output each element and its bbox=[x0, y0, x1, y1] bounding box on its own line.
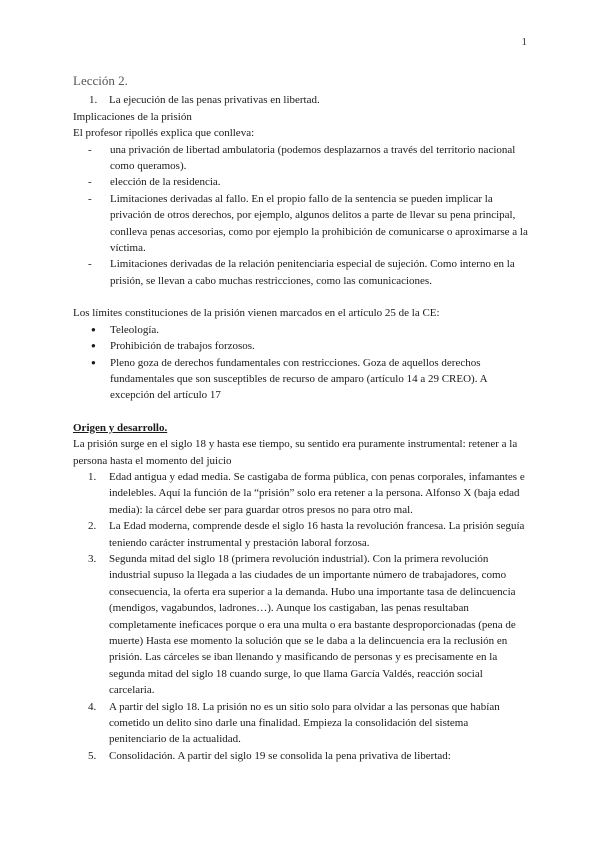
origin-paragraph: La prisión surge en el siglo 18 y hasta ese tiempo, su sentido era puramente instrumental: retener a la persona hasta el momento del juicio bbox=[73, 438, 518, 467]
limits-paragraph: Los límites constituciones de la prisión vienen marcados en el artículo 25 de la CE: bbox=[73, 307, 440, 320]
dash-list bbox=[73, 142, 528, 290]
document-body bbox=[73, 73, 528, 764]
numbered-item bbox=[73, 92, 528, 108]
bullet-list bbox=[73, 322, 528, 404]
dash-item: - elección de la residencia. bbox=[88, 176, 221, 189]
section-title: Origen y desarrollo. bbox=[73, 421, 168, 434]
history-list bbox=[73, 469, 528, 764]
bullet-item: ● Teleología. bbox=[73, 322, 528, 338]
lesson-title: Lección 2. bbox=[73, 73, 128, 88]
subheading: Implicaciones de la prisión bbox=[73, 110, 192, 123]
dash-item: - Limitaciones derivadas al fallo. En el propio fallo de la sentencia se pueden implicar la privación de otros derechos, por ejemplo, algunos delitos a parte de llevar su pena principal, conlleva penas accesorias, como por ejemplo la prohibición de comunicarse o aproximarse a la víctima. bbox=[88, 192, 528, 255]
history-item: 2. La Edad moderna, comprende desde el siglo 16 hasta la revolución francesa. La prisión seguía teniendo carácter instrumental y prestación laboral forzosa. bbox=[88, 520, 525, 549]
history-item: 1. Edad antigua y edad media. Se castigaba de forma pública, con penas corporales, infamantes e indelebles. Aquí la función de la “prisión” solo era retener a la persona. Alfonso X (baja edad media): la cárcel debe ser para guardar otros presos no para otro mal. bbox=[88, 470, 525, 516]
bullet-item: ● Pleno goza de derechos fundamentales con restricciones. Goza de aquellos derechos fundamentales que son susceptibles de recurso de amparo (artículo 14 a 29 CREO). A excepción del artículo 17 bbox=[91, 356, 487, 402]
item-number: 1. bbox=[89, 94, 98, 107]
bullet-item: ● Prohibición de trabajos forzosos. bbox=[73, 338, 528, 354]
bullet-icon: ● bbox=[91, 324, 96, 334]
history-item: 3. Segunda mitad del siglo 18 (primera revolución industrial). Con la primera revolución industrial supuso la llegada a las ciudades de un importante número de trabajadores, como consecuencia, la oferta era superior a la demanda. Hubo una importante tasa de delincuencia (mendigos, vagabundos, ladrones…). Aunque los castigaban, las penas resultaban completamente ineficaces porque o era una multa o era bastante desproporcionadas (pena de muerte) Hasta ese momento la solución que se le daba a la delincuencia era la reclusión en prisión. Las cárceles se iban llenando y masificando de personas y es precisamente en la segunda mitad del siglo 18 cuando surge, lo que llama García Valdés, reacción social carcelaria. bbox=[88, 552, 516, 697]
item-text: La ejecución de las penas privativas en libertad. bbox=[109, 94, 320, 107]
bullet-icon: ● bbox=[91, 341, 96, 351]
history-item: 5. Consolidación. A partir del siglo 19 se consolida la pena privativa de libertad: bbox=[88, 749, 451, 762]
page-number: 1 bbox=[521, 36, 527, 48]
dash-item: - Limitaciones derivadas de la relación penitenciaria especial de sujeción. Como interno en la prisión, se llevan a cabo muchas restricciones, como las comunicaciones. bbox=[88, 258, 515, 287]
bullet-icon: ● bbox=[91, 357, 96, 367]
history-item: 4. A partir del siglo 18. La prisión no es un sitio solo para olvidar a las personas que habían cometido un delito sino darle una finalidad. Empieza la consolidación del sistema penitenciario de la actualidad. bbox=[88, 700, 500, 746]
intro-paragraph: El profesor ripollés explica que conlleva: bbox=[73, 127, 255, 140]
dash-item: - una privación de libertad ambulatoria (podemos desplazarnos a través del territorio nacional como queramos). bbox=[88, 143, 516, 173]
